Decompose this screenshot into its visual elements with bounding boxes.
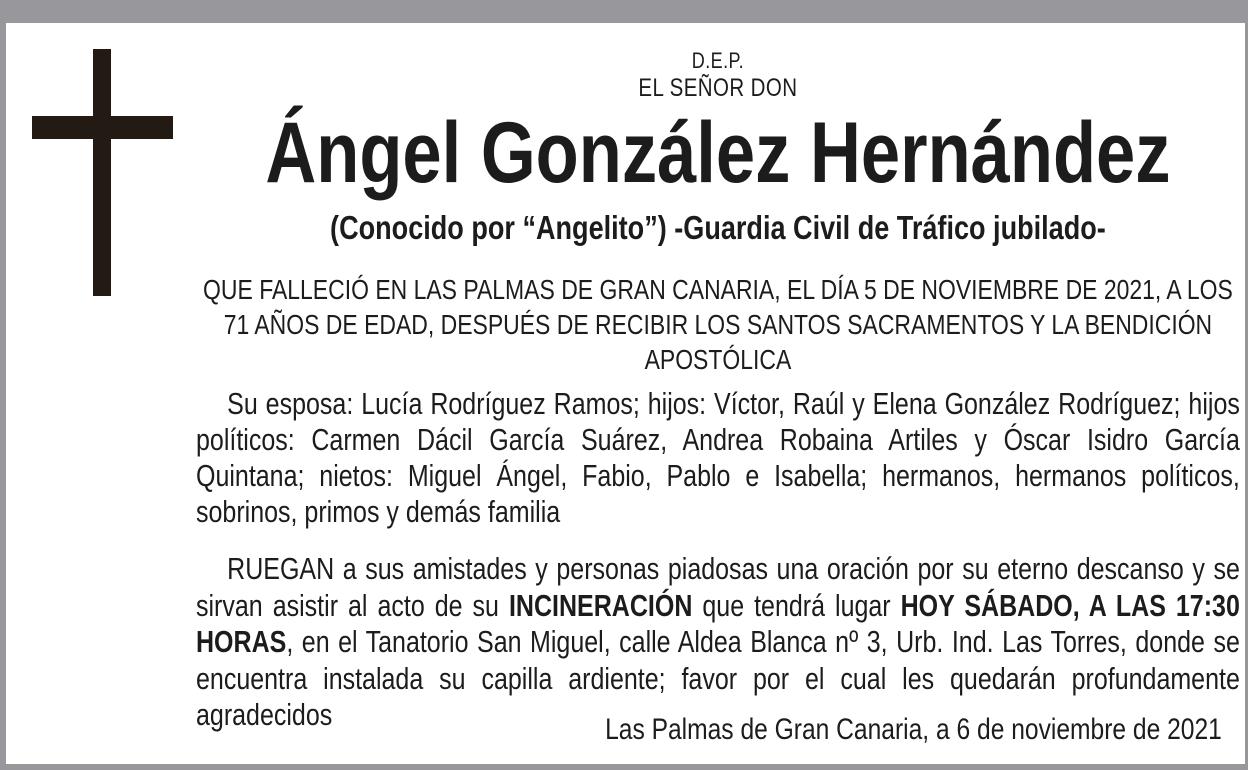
dep-abbreviation — [196, 48, 1240, 74]
request-bold-incineracion: INCINERACIÓN — [508, 588, 693, 623]
family-paragraph — [196, 386, 1240, 530]
honorific-line — [196, 74, 1240, 103]
request-text-3: , en el Tanatorio San Miguel, calle Aldea Blanca nº 3, Urb. Ind. Las Torres, donde se encuentra instalada su capilla ardiente; favor por el cual les quedarán profundamente agradecidos — [196, 625, 1240, 732]
death-announcement-text: QUE FALLECIÓ EN LAS PALMAS DE GRAN CANARIA, EL DÍA 5 DE NOVIEMBRE DE 2021, A LOS 71 AÑOS DE EDAD, DESPUÉS DE RECIBIR LOS SANTOS SACRAMENTOS Y LA BENDICIÓN APOSTÓLICA — [203, 274, 1233, 375]
cross-vertical-bar — [93, 49, 111, 296]
deceased-name-text: Ángel González Hernández — [265, 105, 1171, 201]
cross-horizontal-bar — [32, 116, 173, 139]
deceased-name — [196, 107, 1240, 200]
death-announcement — [196, 272, 1240, 377]
place-date-line — [196, 713, 1240, 747]
obituary-card — [6, 23, 1245, 764]
nickname-title-text: (Conocido por “Angelito”) -Guardia Civil de Tráfico jubilado- — [330, 209, 1106, 246]
nickname-title-line — [196, 209, 1240, 247]
funeral-request-text — [196, 551, 1240, 734]
honorific-text: EL SEÑOR DON — [638, 74, 798, 102]
request-bold-datetime: HOY SÁBADO, A LAS 17:30 HORAS — [196, 588, 1240, 659]
place-date-text: Las Palmas de Gran Canaria, a 6 de noviembre de 2021 — [605, 713, 1222, 746]
request-text-1: RUEGAN a sus amistades y personas piadosas una oración por su eterno descanso y se sirvan asistir al acto de su — [196, 552, 1240, 623]
dep-text: D.E.P. — [691, 48, 745, 73]
notice-content — [196, 23, 1240, 764]
request-text-2: que tendrá lugar — [692, 588, 901, 623]
family-text: Su esposa: Lucía Rodríguez Ramos; hijos: Víctor, Raúl y Elena González Rodríguez; hijos políticos: Carmen Dácil García Suárez, Andrea Robaina Artiles y Óscar Isidro García Quintana; nietos: Miguel Ángel, Fabio, Pablo e Isabella; hermanos, hermanos políticos, sobrinos, primos y demás familia — [196, 387, 1240, 529]
funeral-request-paragraph — [196, 551, 1240, 734]
